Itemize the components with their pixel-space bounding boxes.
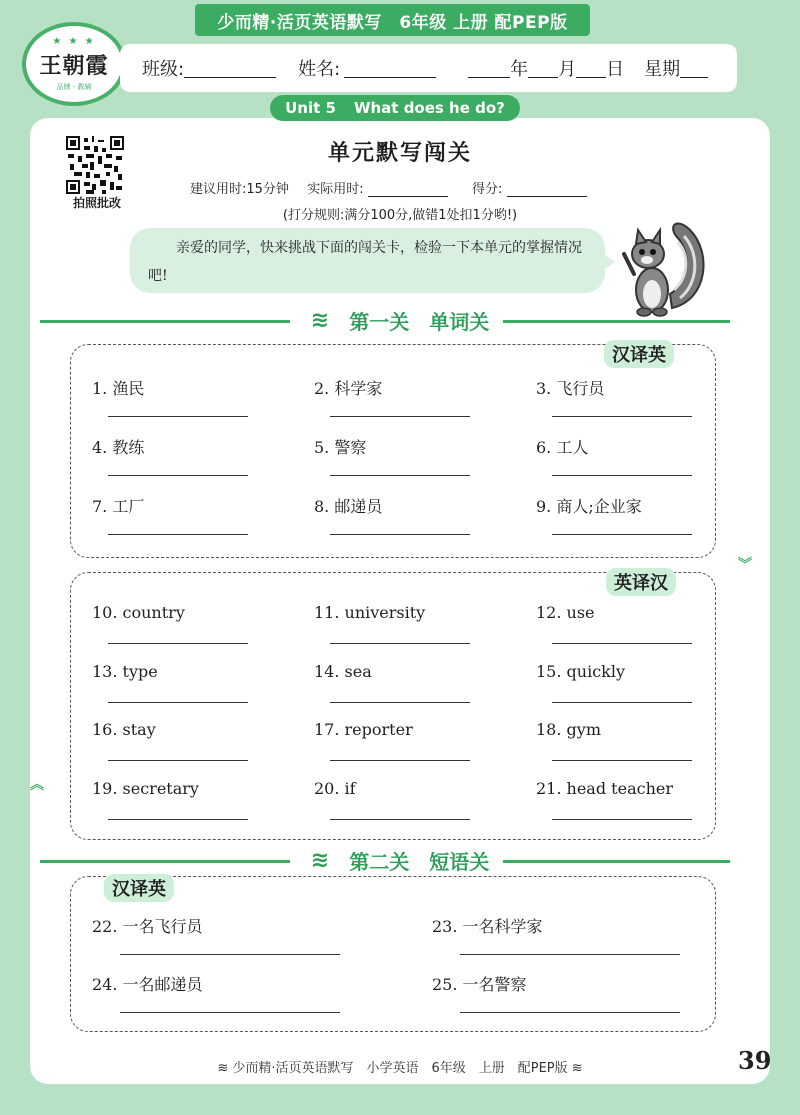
answer-blank[interactable]	[552, 534, 692, 535]
section1-title: 第一关	[349, 310, 410, 334]
wave-icon: ≋	[310, 848, 330, 873]
year-field[interactable]	[468, 58, 510, 78]
answer-blank[interactable]	[552, 416, 692, 417]
answer-blank[interactable]	[120, 1012, 340, 1013]
question-item: 3. 飞行员	[536, 376, 604, 399]
section1-subtitle: 单词关	[429, 310, 490, 334]
question-item: 15. quickly	[536, 662, 625, 681]
answer-blank[interactable]	[330, 643, 470, 644]
answer-blank[interactable]	[330, 475, 470, 476]
answer-blank[interactable]	[552, 760, 692, 761]
unit-title: What does he do?	[353, 99, 505, 117]
day-field[interactable]	[576, 58, 606, 78]
chevron-up-icon: ︽	[30, 777, 44, 793]
question-item: 4. 教练	[92, 435, 144, 458]
question-item: 22. 一名飞行员	[92, 914, 203, 937]
answer-blank[interactable]	[108, 760, 248, 761]
question-item: 18. gym	[536, 720, 601, 739]
question-item: 24. 一名邮递员	[92, 972, 203, 995]
timing-line	[190, 178, 587, 197]
question-item: 25. 一名警察	[432, 972, 527, 995]
box1-tag: 汉译英	[604, 340, 674, 368]
brand-logo	[22, 22, 126, 106]
answer-blank[interactable]	[120, 954, 340, 955]
year-label: 年	[510, 59, 529, 80]
wave-icon: ≋	[217, 1061, 233, 1076]
student-info-box	[120, 44, 737, 92]
name-label: 姓名:	[298, 59, 341, 80]
logo-text: 王朝霞	[39, 53, 109, 79]
question-item: 1. 渔民	[92, 376, 144, 399]
page-number: 39	[738, 1046, 772, 1075]
question-item: 8. 邮递员	[314, 494, 382, 517]
question-item: 11. university	[314, 603, 425, 622]
answer-blank[interactable]	[108, 643, 248, 644]
unit-banner	[270, 95, 520, 121]
words-cn-en-box	[70, 344, 716, 558]
name-field[interactable]	[344, 58, 436, 78]
actual-time-field[interactable]	[368, 183, 448, 197]
score-field[interactable]	[507, 183, 587, 197]
scoring-rule: (打分规则:满分100分,做错1处扣1分哟!)	[282, 208, 518, 223]
month-field[interactable]	[528, 58, 558, 78]
question-item: 19. secretary	[92, 779, 199, 798]
box2-tag: 英译汉	[606, 568, 676, 596]
answer-blank[interactable]	[330, 819, 470, 820]
question-item: 17. reporter	[314, 720, 413, 739]
wave-icon: ≋	[571, 1061, 583, 1076]
footer	[0, 1057, 800, 1076]
question-item: 13. type	[92, 662, 158, 681]
question-item: 5. 警察	[314, 435, 366, 458]
answer-blank[interactable]	[108, 416, 248, 417]
answer-blank[interactable]	[552, 702, 692, 703]
suggested-time: 建议用时:15分钟	[190, 182, 289, 197]
star-icon: ★ ★ ★	[52, 36, 96, 47]
section1-header	[0, 306, 800, 335]
weekday-label: 星期	[644, 59, 681, 80]
logo-subtitle: 品牌 · 教辅	[56, 83, 92, 91]
question-item: 10. country	[92, 603, 185, 622]
answer-blank[interactable]	[330, 416, 470, 417]
question-item: 7. 工厂	[92, 494, 144, 517]
question-item: 9. 商人;企业家	[536, 494, 642, 517]
class-label: 班级:	[142, 59, 185, 80]
month-label: 月	[558, 59, 577, 80]
answer-blank[interactable]	[108, 702, 248, 703]
answer-blank[interactable]	[552, 819, 692, 820]
answer-blank[interactable]	[552, 643, 692, 644]
answer-blank[interactable]	[552, 475, 692, 476]
unit-number: Unit 5	[285, 99, 336, 117]
answer-blank[interactable]	[330, 534, 470, 535]
question-item: 21. head teacher	[536, 779, 673, 798]
question-item: 16. stay	[92, 720, 156, 739]
intro-speech-bubble	[130, 228, 605, 293]
answer-blank[interactable]	[108, 534, 248, 535]
intro-text: 亲爱的同学，快来挑战下面的闯关卡，检验一下本单元的掌握情况吧!	[148, 240, 582, 284]
answer-blank[interactable]	[108, 819, 248, 820]
question-item: 20. if	[314, 779, 356, 798]
page-title: 单元默写闯关	[327, 141, 472, 166]
section2-header	[0, 846, 800, 875]
question-item: 14. sea	[314, 662, 372, 681]
answer-blank[interactable]	[108, 475, 248, 476]
question-item: 23. 一名科学家	[432, 914, 543, 937]
chevron-down-icon: ︾	[738, 557, 752, 573]
day-label: 日	[606, 59, 625, 80]
answer-blank[interactable]	[330, 760, 470, 761]
question-item: 6. 工人	[536, 435, 588, 458]
question-item: 12. use	[536, 603, 595, 622]
box3-tag: 汉译英	[104, 874, 174, 902]
score-label: 得分:	[472, 182, 503, 197]
answer-blank[interactable]	[460, 1012, 680, 1013]
footer-text: 少而精·活页英语默写 小学英语 6年级 上册 配PEP版	[232, 1061, 568, 1076]
qr-label: 拍照批改	[72, 196, 121, 210]
question-item: 2. 科学家	[314, 376, 382, 399]
wave-icon: ≋	[310, 308, 330, 333]
answer-blank[interactable]	[330, 702, 470, 703]
weekday-field[interactable]	[680, 58, 708, 78]
class-field[interactable]	[184, 58, 276, 78]
series-banner: 少而精·活页英语默写 6年级 上册 配PEP版	[195, 4, 590, 36]
section2-title: 第二关	[349, 850, 410, 874]
answer-blank[interactable]	[460, 954, 680, 955]
actual-time-label: 实际用时:	[307, 182, 364, 197]
section2-subtitle: 短语关	[429, 850, 490, 874]
